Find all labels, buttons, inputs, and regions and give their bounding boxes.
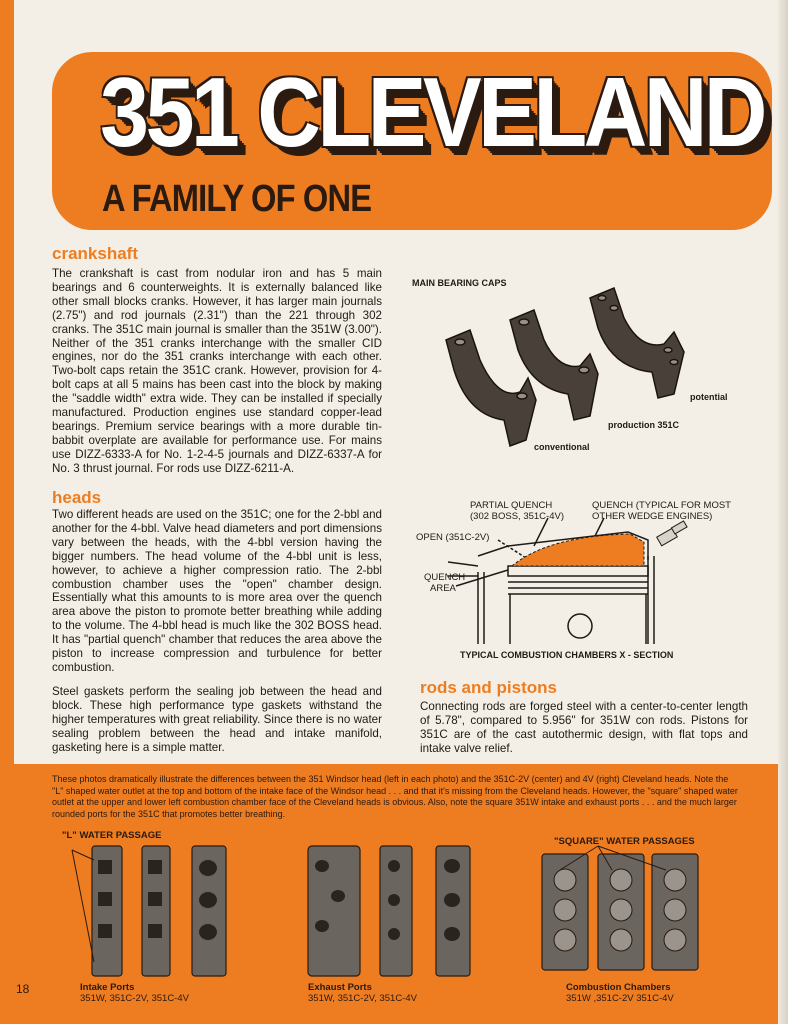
label-l-water-passage: "L" WATER PASSAGE	[62, 830, 162, 841]
page-number: 18	[16, 982, 30, 996]
label-open: OPEN (351C-2V)	[416, 532, 490, 543]
label-quench: QUENCH (TYPICAL FOR MOST	[592, 500, 731, 511]
caption-exhaust-models: 351W, 351C-2V, 351C-4V	[308, 993, 417, 1004]
caption-exhaust-ports	[308, 982, 417, 1004]
combustion-figure	[408, 496, 758, 666]
label-partial-quench-detail: (302 BOSS, 351C-4V)	[470, 511, 564, 522]
label-conventional: conventional	[534, 442, 590, 452]
bearing-caps-figure	[408, 270, 738, 470]
page-edge-right	[778, 0, 788, 1024]
crankshaft-heading: crankshaft	[52, 244, 138, 263]
heads-body-1: Two different heads are used on the 351C; one for the 2-bbl and another for the 4-bbl. Valve head diameters and port dimensions vary between the heads, with the 4-bbl version having the bigger numbers. The head volume of the 4-bbl unit is less, however, to achieve a higher compression ratio. The 2-bbl combustion chamber uses the "open" chamber design. Essentially what this amounts to is more area over the quench area above the piston to promote better breathing while adding to the volume. The 4-bbl head is much like the 302 BOSS head. It has "partial quench" chamber that reduces the area above the piston to increase compression and turbulence for better combustion.	[52, 508, 382, 674]
photo-band-caption: These photos dramatically illustrate the differences between the 351 Windsor head (left in each photo) and the 351C-2V (center) and 4V (right) Cleveland heads. Note the "L" shaped water outlet at the top and bottom of the intake face of the Windsor head . . . and that it's missing from the Cleveland heads. However, the "square" shaped water outlet at the upper and lower left combustion chamber face of the Cleveland heads is obvious. Also, note the square 351W intake and exhaust ports . . . and the much larger rounded ports for the 351C that promotes better breathing.	[52, 774, 738, 819]
caption-combustion-models: 351W ,351C-2V 351C-4V	[566, 993, 674, 1004]
page-subtitle: A FAMILY OF ONE	[102, 178, 372, 220]
label-partial-quench: PARTIAL QUENCH	[470, 500, 553, 511]
combustion-illustration	[408, 496, 758, 666]
label-quench-detail: OTHER WEDGE ENGINES)	[592, 511, 713, 522]
label-potential: potential	[690, 392, 728, 402]
caption-intake-models: 351W, 351C-2V, 351C-4V	[80, 993, 189, 1004]
bearing-caps-title: MAIN BEARING CAPS	[412, 278, 507, 288]
bearing-caps-illustration	[408, 270, 738, 470]
heads-body-2: Steel gaskets perform the sealing job between the head and block. These high performance type gaskets withstand the higher temperatures with great reliability. Since there is no water sealing problem between the head and intake manifold, gasketing here is a simple matter.	[52, 685, 382, 754]
label-quench-area-1: QUENCH	[424, 572, 466, 583]
page-title: 351 CLEVELAND	[100, 57, 764, 167]
combustion-caption: TYPICAL COMBUSTION CHAMBERS X - SECTION	[460, 650, 674, 660]
label-square-water-passages: "SQUARE" WATER PASSAGES	[554, 836, 695, 847]
title-banner	[52, 52, 772, 230]
rods-pistons-body: Connecting rods are forged steel with a center-to-center length of 5.78", compared to 5.956" for 351W con rods. Pistons for 351C are of the cast autothermic design, with flat tops and intake valve relief.	[420, 700, 748, 755]
label-production: production 351C	[608, 420, 680, 430]
caption-exhaust-title: Exhaust Ports	[308, 982, 372, 993]
caption-combustion-chambers	[566, 982, 674, 1004]
caption-combustion-title: Combustion Chambers	[566, 982, 671, 993]
rods-pistons-heading: rods and pistons	[420, 678, 557, 697]
page-edge-left	[0, 0, 14, 1024]
caption-intake-ports	[80, 982, 189, 1004]
label-quench-area-2: AREA	[430, 583, 456, 594]
crankshaft-body: The crankshaft is cast from nodular iron and has 5 main bearings and 6 counterweights. It is externally balanced like other small blocks cranks. However, it has larger main journals (2.75") and rod journals (2.31") than the 221 through 302 cranks. The 351C main journal is smaller than the 351W (3.00"). Neither of the 351 cranks interchange with the smaller CID engines, nor do the 351 cranks interchange with each other. Two-bolt caps retain the 351C crank. However, provision for 4-bolt caps at all 5 mains has been cast into the block by making the "saddle width" extra wide. They can be installed if specially manufactured. Production engines use standard copper-lead bearings. Premium service bearings with a more durable tin-babbit overplate are available for performance use. For mains use DIZZ-6333-A for No. 1-2-4-5 journals and DIZZ-6337-A for No. 3 thrust journal. For rods use DIZZ-6211-A.	[52, 267, 382, 475]
heads-heading: heads	[52, 488, 102, 507]
spark-plug-icon	[657, 521, 687, 546]
caption-intake-title: Intake Ports	[80, 982, 135, 993]
